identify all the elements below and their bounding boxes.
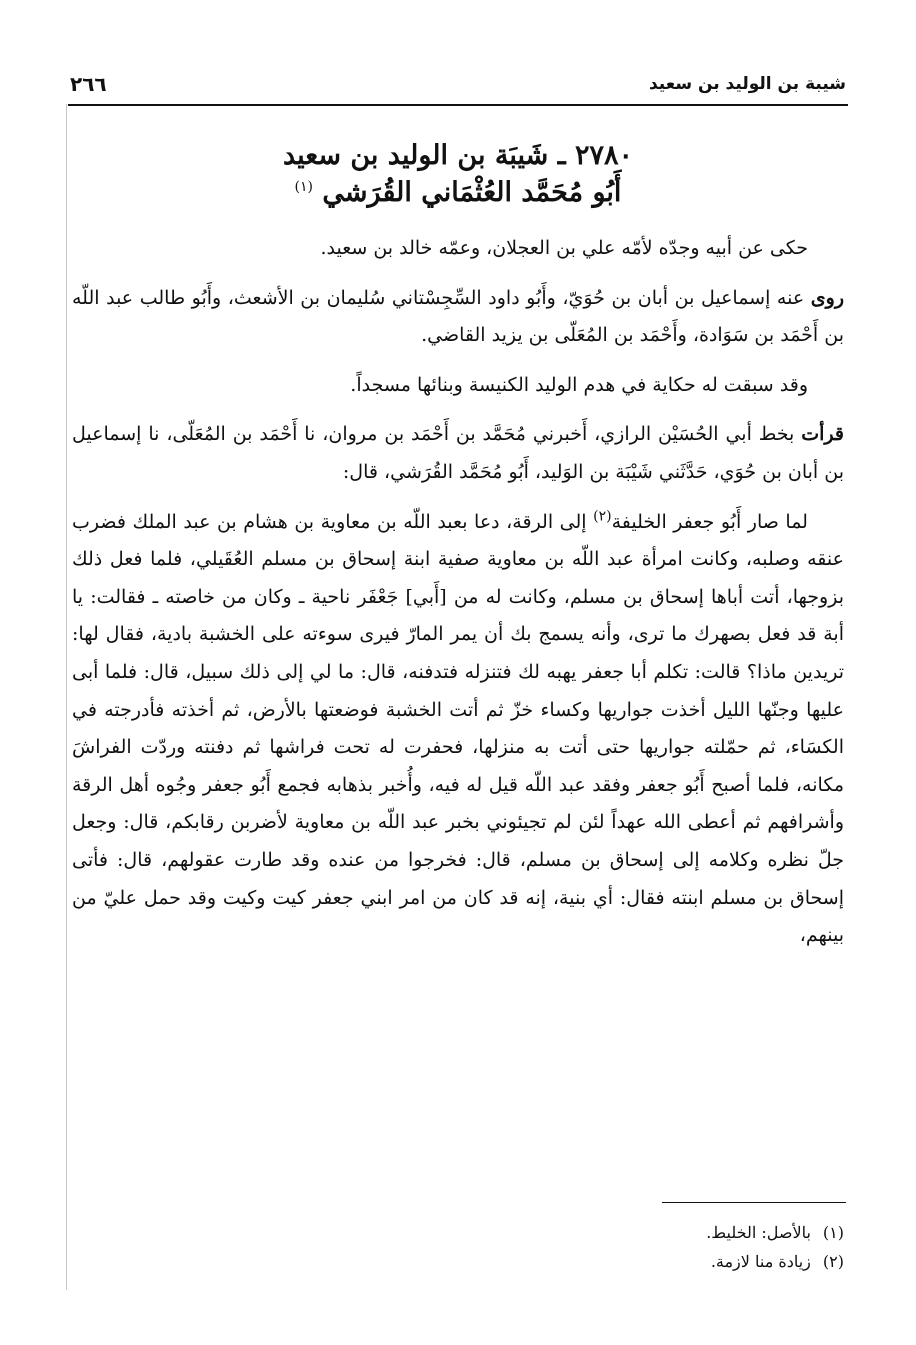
entry-title: ٢٧٨٠ ـ شَيبَة بن الوليد بن سعيد	[282, 140, 634, 171]
paragraph-story	[72, 504, 844, 955]
footnotes	[344, 1218, 844, 1276]
header-divider	[68, 104, 848, 106]
footnote-number: (٢)	[822, 1252, 844, 1271]
footnote-ref-2: (٢)	[593, 508, 612, 525]
paragraph-transmitters	[72, 280, 844, 355]
footnote-text: بالأصل: الخليط.	[706, 1223, 811, 1242]
footnote-divider	[662, 1202, 846, 1203]
page-number: ٢٦٦	[70, 72, 107, 96]
footnote-number: (١)	[822, 1223, 844, 1242]
footnote-ref-1: (١)	[294, 179, 314, 195]
running-title: شيبة بن الوليد بن سعيد	[648, 74, 846, 94]
footnote-text: زيادة منا لازمة.	[710, 1252, 811, 1271]
paragraph-text: عنه إسماعيل بن أبان بن حُوَيّ، وأَبُو داود السِّجِسْتاني سُليمان بن الأشعث، وأَبُو طالب عبد اللّه بن أَحْمَد بن سَوَادة، وأَحْمَد بن المُعَلّى بن يزيد القاضي.	[72, 286, 844, 347]
paragraph-previous-story: وقد سبقت له حكاية في هدم الوليد الكنيسة وبنائها مسجداً.	[350, 373, 808, 396]
entry-subtitle	[70, 172, 846, 214]
paragraph-text: بخط أبي الحُسَيْن الرازي، أَخبرني مُحَمَّد بن أَحْمَد بن مروان، نا أَحْمَد بن المُعَلّى، نا إسماعيل بن أبان بن حُوَي، حَدَّثَني شَيْبَة بن الوَليد، أَبُو مُحَمَّد القُرَشي، قال:	[72, 423, 844, 483]
footnote-item	[344, 1218, 844, 1247]
entry-kunya: أَبُو مُحَمَّد العُثْمَاني القُرَشي	[322, 177, 622, 208]
footnote-item	[344, 1247, 844, 1276]
page-header	[70, 72, 846, 102]
paragraph-text: إلى الرقة، دعا بعبد اللّه بن معاوية بن هشام بن عبد الملك فضرب عنقه وصلبه، وكانت امرأة عبد اللّه بن معاوية صفية ابنة إسحاق بن مسلم العُقَيلي، فلما فعل ذلك بزوجها، أتت أباها إسحاق بن مسلم، وكانت له من [أَبي] جَعْفَر ناحية ـ وكان من خاصته ـ فقالت: يا أبة قد فعل بصهرك ما ترى، وأنه يسمج بك أن يمر المارّ فيرى سوءته على الخشبة بادية، فقال لها: تريدين ماذا؟ قالت: تكلم أبا جعفر يهبه لك فتنزله فتدفنه، قال: ما لي إلى ذلك سبيل، قال: فلما أبى عليها وجنّها الليل أخذت جواريها وكساء خزّ ثم أتت الخشبة فوضعتها بالأرض، ثم أخذته فأدرجته في الكسَاء، ثم حمّلته جواريها حتى أتت به منزلها، فحفرت له تحت فراشها ثم دفنته وردّت الفراشَ مكانه، فلما أصبح أَبُو جعفر وفقد عبد اللّه قيل له فيه، وأُخبر بذهابه فجمع أَبُو جعفر وجُوه أهل الرقة وأشرافهم ثم أعطى الله عهداً لئن لم تجيئوني بخبر عبد اللّه بن معاوية لأضربن رقابكم، قال: وجعل جلّ نظره وكلامه إلى إسحاق بن مسلم، قال: فخرجوا من عنده وقد طارت عقولهم، قال: فأتى إسحاق بن مسلم ابنته فقال: أي بنية، إنه قد كان من امر ابني جعفر كيت وكيت وقد حمل عليّ من بينهم،	[72, 510, 844, 947]
paragraph-lead-word: قرأت	[801, 423, 844, 446]
paragraph-isnad	[72, 416, 844, 491]
paragraph-narration: حكى عن أبيه وجدّه لأمّه علي بن العجلان، وعمّه خالد بن سعيد.	[320, 237, 808, 259]
margin-line	[66, 104, 67, 1290]
entry-body	[72, 230, 844, 955]
paragraph-text: لما صار أَبُو جعفر الخليفة	[611, 510, 808, 533]
paragraph-lead-word: روى	[810, 286, 844, 309]
